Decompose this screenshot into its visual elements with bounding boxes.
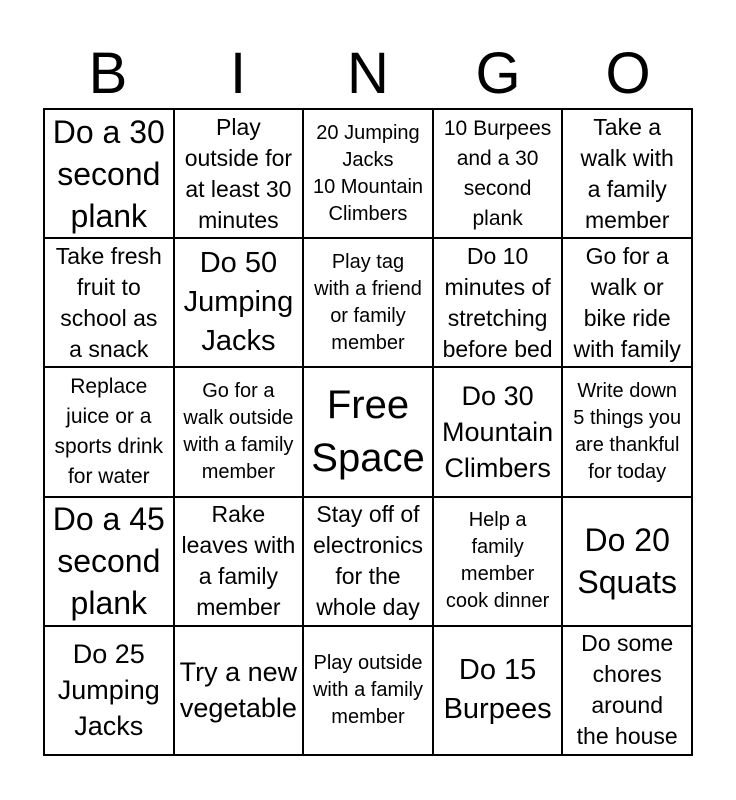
cell-text: Replace juice or a sports drink for water: [54, 374, 164, 488]
bingo-cell: [562, 626, 692, 755]
bingo-cell: [433, 497, 563, 626]
header-letter-g: G: [475, 41, 521, 106]
bingo-cell: [174, 238, 304, 367]
bingo-cell: [303, 238, 433, 367]
cell-text: Rake leaves with a family member: [181, 501, 296, 621]
bingo-cell: [174, 367, 304, 496]
cell-text: Free Space: [311, 382, 425, 480]
cell-text: Do 15 Burpees: [443, 654, 552, 726]
cell-text: Play outside for at least 30 minutes: [184, 113, 293, 233]
bingo-cell: [44, 367, 174, 496]
cell-text: Go for a walk outside with a family member: [183, 379, 294, 483]
cell-text: Do 50 Jumping Jacks: [183, 247, 294, 358]
bingo-cell: [44, 109, 174, 238]
bingo-cell: [562, 497, 692, 626]
bingo-cell: [433, 626, 563, 755]
cell-text: Take a walk with a family member: [580, 113, 674, 233]
bingo-cell: [433, 238, 563, 367]
bingo-cell: [433, 109, 563, 238]
bingo-cell: [44, 626, 174, 755]
cell-text: Do 10 minutes of stretching before bed: [442, 242, 553, 362]
bingo-cell: [174, 497, 304, 626]
bingo-cell: [174, 626, 304, 755]
header-letter-i: I: [229, 41, 247, 106]
cell-text: Write down 5 things you are thankful for today: [573, 379, 682, 483]
bingo-cell: [303, 497, 433, 626]
cell-text: Help a family member cook dinner: [445, 509, 550, 613]
bingo-cell: [562, 109, 692, 238]
header-letter-o: O: [605, 41, 651, 106]
bingo-cell: [562, 238, 692, 367]
cell-text: Try a new vegetable: [179, 657, 298, 724]
header-letter-b: B: [88, 41, 128, 106]
bingo-cell: [303, 626, 433, 755]
cell-text: Do 30 Mountain Climbers: [442, 380, 554, 483]
cell-text: Do some chores around the house: [576, 630, 678, 750]
cell-text: Take fresh fruit to school as a snack: [55, 242, 162, 362]
bingo-cell: [303, 367, 433, 496]
cell-text: Go for a walk or bike ride with family: [573, 242, 681, 362]
bingo-grid: [43, 108, 693, 756]
cell-text: Do 20 Squats: [577, 522, 677, 601]
bingo-cell: [562, 367, 692, 496]
bingo-header: [43, 40, 693, 108]
cell-text: Play outside with a family member: [312, 651, 423, 728]
cell-text: Do 25 Jumping Jacks: [57, 639, 160, 742]
bingo-cell: [44, 497, 174, 626]
cell-text: Stay off of electronics for the whole day: [313, 501, 423, 621]
cell-text: 20 Jumping Jacks 10 Mountain Climbers: [312, 121, 424, 225]
bingo-cell: [44, 238, 174, 367]
bingo-cell: [174, 109, 304, 238]
cell-text: Do a 30 second plank: [52, 113, 165, 234]
cell-text: Do a 45 second plank: [52, 501, 165, 622]
bingo-cell: [433, 367, 563, 496]
bingo-cell: [303, 109, 433, 238]
header-letter-n: N: [347, 41, 389, 106]
cell-text: 10 Burpees and a 30 second plank: [443, 116, 552, 230]
cell-text: Play tag with a friend or family member: [314, 250, 422, 354]
